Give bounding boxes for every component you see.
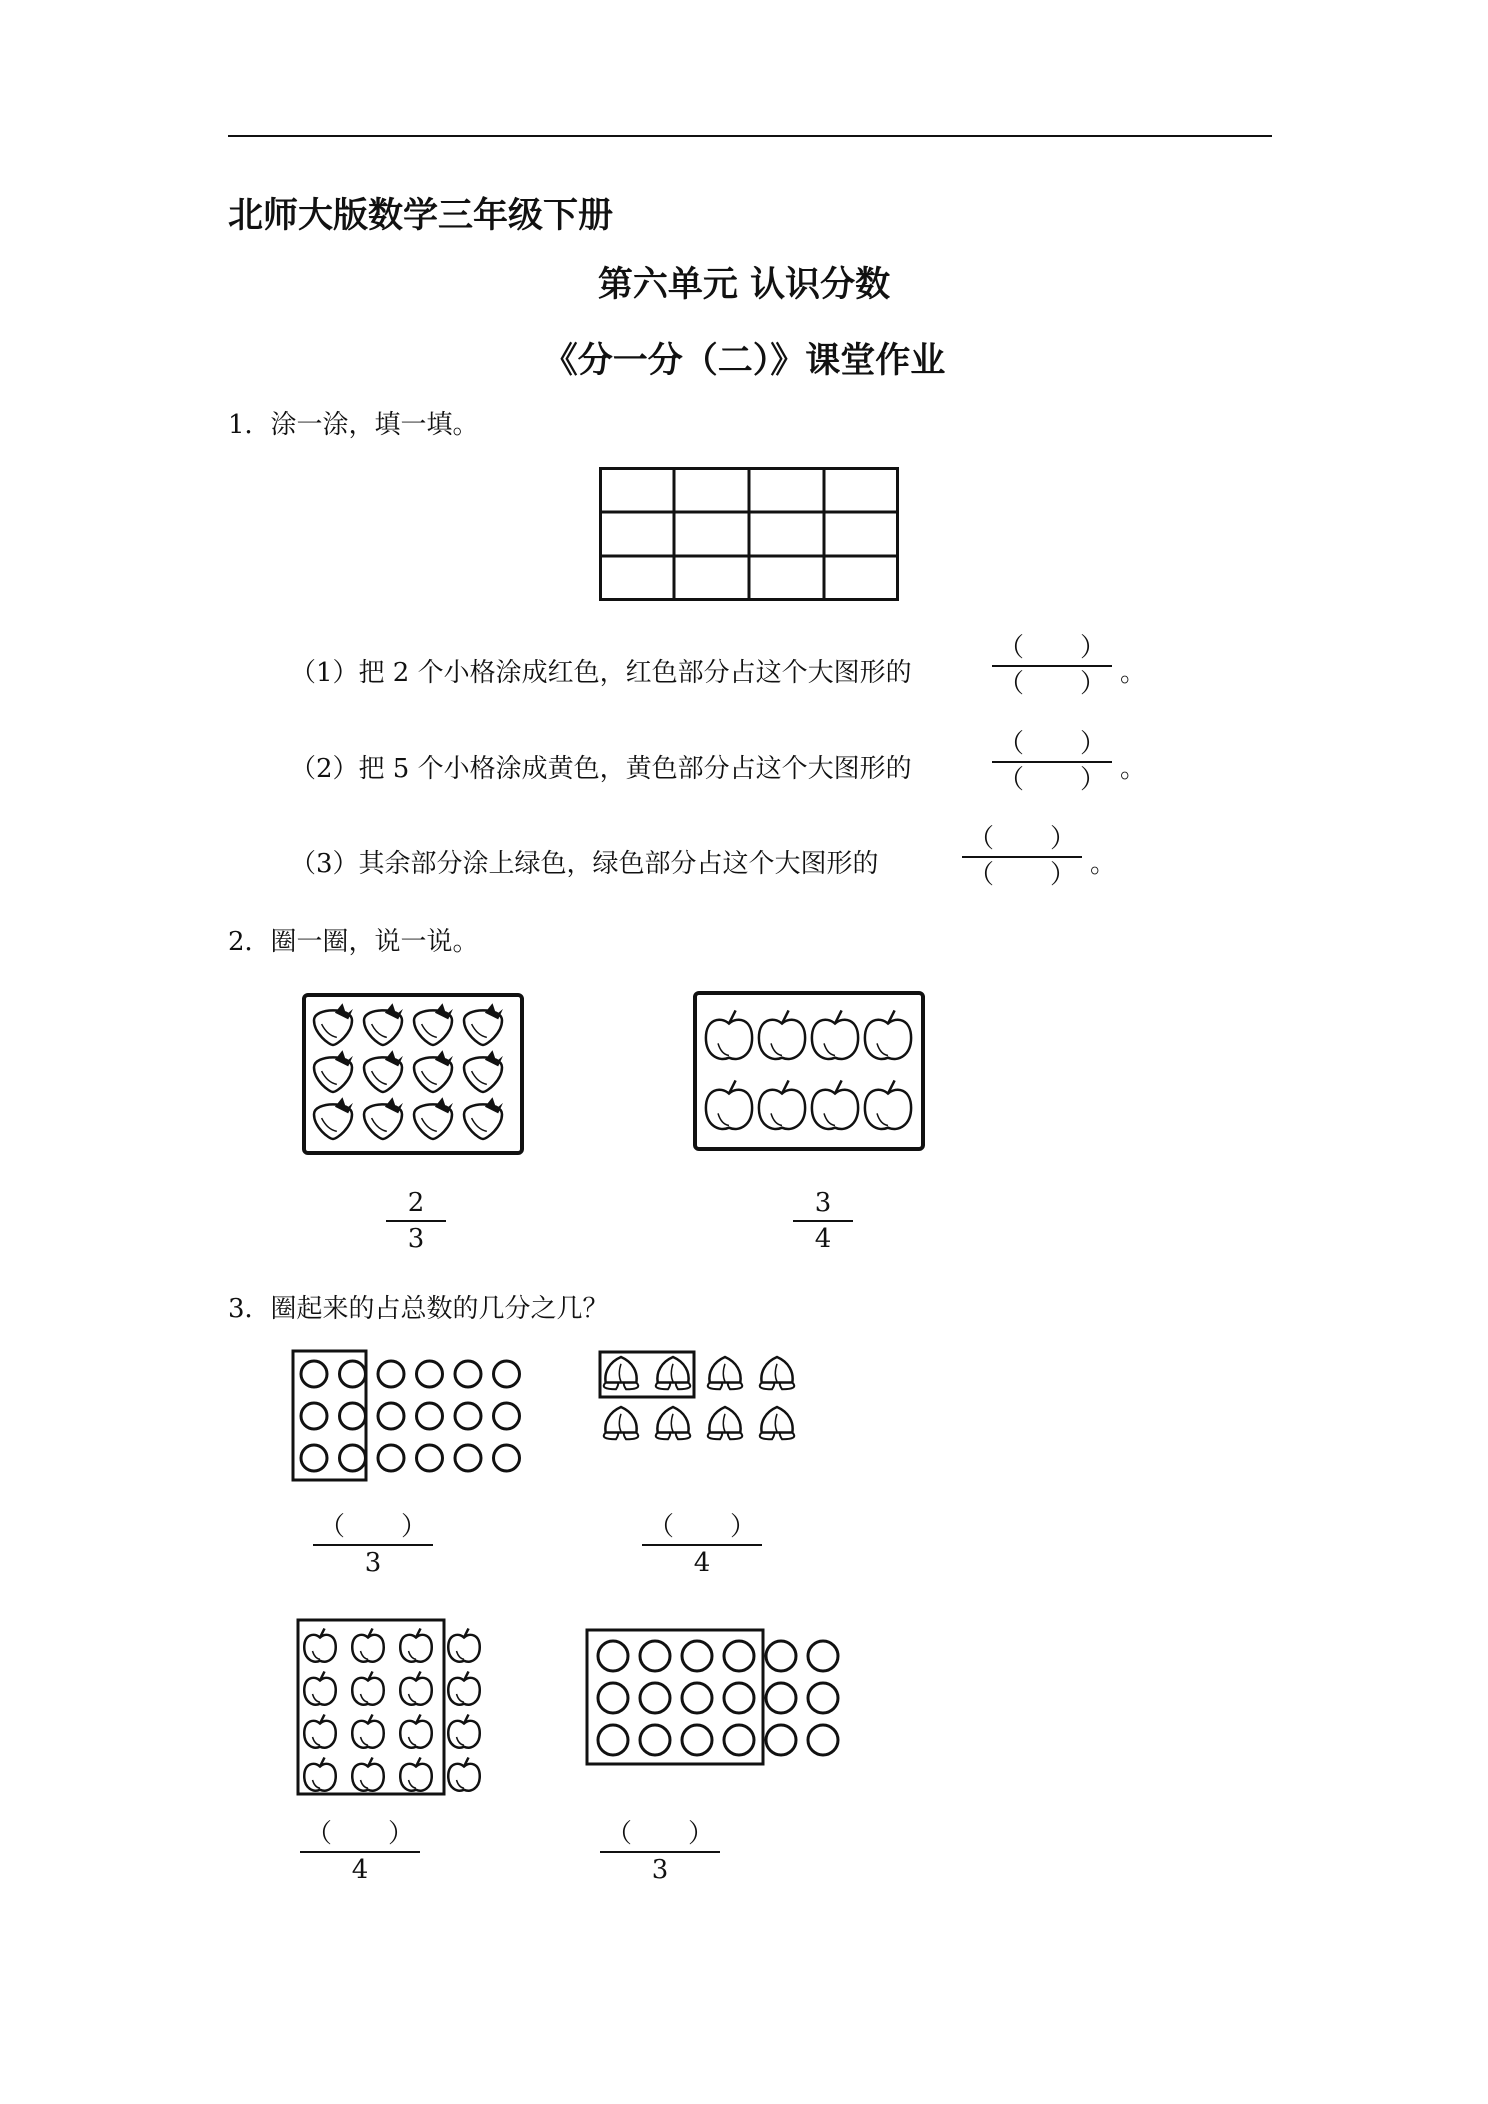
circle-icon — [640, 1641, 670, 1671]
circle-icon — [808, 1683, 838, 1713]
paren-close: ） — [1049, 860, 1076, 890]
q2-apple-panel — [693, 991, 925, 1151]
paren-open: （ — [306, 1819, 333, 1849]
q1-item-3-end: 。 — [1090, 849, 1117, 879]
fraction-bar — [793, 1220, 853, 1222]
circle-icon — [378, 1445, 404, 1471]
q1-item-1-text: （1）把 2 个小格涂成红色，红色部分占这个大图形的 — [290, 658, 912, 688]
circle-icon — [455, 1445, 481, 1471]
q3-item-2-figure — [598, 1350, 818, 1450]
fraction-bar — [992, 665, 1112, 667]
peach-icon — [760, 1407, 794, 1439]
q3-title: 3．圈起来的占总数的几分之几？ — [228, 1294, 609, 1324]
apple-icon — [448, 1715, 480, 1748]
circle-icon — [766, 1683, 796, 1713]
strawberry-icon — [414, 1050, 453, 1092]
circle-icon — [455, 1361, 481, 1387]
q3-item-4-fraction[interactable] — [600, 1819, 720, 1885]
q1-title: 1．涂一涂，填一填。 — [228, 410, 479, 440]
peach-icon — [760, 1357, 794, 1389]
strawberry-icon — [414, 1003, 453, 1045]
q1-item-2-fraction[interactable] — [992, 729, 1112, 795]
apple-icon — [352, 1715, 384, 1748]
apple-icon — [448, 1629, 480, 1662]
apple-icon — [865, 1080, 911, 1129]
circle-icon — [640, 1725, 670, 1755]
paren-open: （ — [648, 1512, 675, 1542]
q2-title: 2．圈一圈，说一说。 — [228, 927, 479, 957]
paren-open: （ — [998, 669, 1025, 699]
strawberry-icon — [414, 1097, 453, 1139]
circle-icon — [378, 1361, 404, 1387]
paren-open: （ — [319, 1512, 346, 1542]
paren-close: ） — [729, 1512, 756, 1542]
apple-icon — [352, 1672, 384, 1705]
fraction-bar — [300, 1851, 420, 1853]
peach-icon — [604, 1407, 638, 1439]
q1-item-2-text: （2）把 5 个小格涂成黄色，黄色部分占这个大图形的 — [290, 754, 912, 784]
q1-item-2-end: 。 — [1120, 754, 1147, 784]
apple-icon — [304, 1715, 336, 1748]
peach-icon — [708, 1357, 742, 1389]
paren-close: ） — [1049, 824, 1076, 854]
circle-icon — [640, 1683, 670, 1713]
q2-strawberry-panel — [302, 993, 524, 1155]
circle-icon — [682, 1683, 712, 1713]
paren-open: （ — [998, 765, 1025, 795]
book-title: 北师大版数学三年级下册 — [228, 196, 614, 236]
paren-close: ） — [1079, 729, 1106, 759]
apple-icon — [304, 1758, 336, 1791]
circle-icon — [598, 1725, 628, 1755]
strawberry-icon — [464, 1097, 503, 1139]
circle-icon — [417, 1445, 443, 1471]
circle-icon — [417, 1361, 443, 1387]
circle-icon — [724, 1641, 754, 1671]
apple-icon — [865, 1010, 911, 1059]
apple-icon — [448, 1672, 480, 1705]
denominator: 3 — [407, 1224, 425, 1254]
fraction-bar — [386, 1220, 446, 1222]
strawberry-icon — [314, 1003, 353, 1045]
apple-icon — [448, 1758, 480, 1791]
fraction-bar — [600, 1851, 720, 1853]
peach-icon — [656, 1357, 690, 1389]
apple-icon — [304, 1672, 336, 1705]
denominator: 4 — [693, 1548, 711, 1578]
apple-icon — [400, 1758, 432, 1791]
apple-icon — [304, 1629, 336, 1662]
q2-fraction-2 — [793, 1188, 853, 1254]
peach-icon — [604, 1357, 638, 1389]
paren-open: （ — [998, 729, 1025, 759]
q1-item-3-fraction[interactable] — [962, 824, 1082, 890]
q2-fraction-1 — [386, 1188, 446, 1254]
apple-icon — [400, 1715, 432, 1748]
denominator: 3 — [651, 1855, 669, 1885]
apple-icon — [400, 1629, 432, 1662]
strawberry-icon — [464, 1003, 503, 1045]
paren-open: （ — [606, 1819, 633, 1849]
apple-icon — [352, 1758, 384, 1791]
circle-icon — [301, 1361, 327, 1387]
circle-icon — [724, 1725, 754, 1755]
strawberry-icon — [364, 1050, 403, 1092]
circle-icon — [766, 1725, 796, 1755]
circle-icon — [301, 1445, 327, 1471]
apple-icon — [759, 1080, 805, 1129]
circle-icon — [417, 1403, 443, 1429]
paren-close: ） — [1079, 669, 1106, 699]
strawberry-icon — [364, 1003, 403, 1045]
circle-icon — [494, 1361, 520, 1387]
selection-box — [587, 1630, 763, 1764]
q1-item-1-end: 。 — [1120, 658, 1147, 688]
q3-item-3-fraction[interactable] — [300, 1819, 420, 1885]
paren-close: ） — [387, 1819, 414, 1849]
apple-icon — [352, 1629, 384, 1662]
circle-icon — [340, 1403, 366, 1429]
q3-item-3-figure — [296, 1618, 496, 1798]
circle-icon — [682, 1641, 712, 1671]
q3-item-4-figure — [585, 1628, 855, 1768]
numerator: 3 — [814, 1188, 832, 1218]
unit-title: 第六单元 认识分数 — [597, 265, 891, 305]
paren-open: （ — [968, 860, 995, 890]
circle-icon — [494, 1403, 520, 1429]
selection-box — [293, 1351, 366, 1480]
apple-icon — [812, 1010, 858, 1059]
circle-icon — [808, 1725, 838, 1755]
q1-grid — [599, 467, 899, 601]
paren-open: （ — [968, 824, 995, 854]
apple-icon — [812, 1080, 858, 1129]
lesson-title: 《分一分（二）》课堂作业 — [542, 341, 946, 381]
fraction-bar — [313, 1544, 433, 1546]
strawberry-icon — [314, 1097, 353, 1139]
circle-icon — [340, 1445, 366, 1471]
circle-icon — [766, 1641, 796, 1671]
denominator: 3 — [364, 1548, 382, 1578]
circle-icon — [301, 1403, 327, 1429]
strawberry-icon — [314, 1050, 353, 1092]
strawberry-icon — [364, 1097, 403, 1139]
paren-open: （ — [998, 633, 1025, 663]
circle-icon — [598, 1683, 628, 1713]
circle-icon — [378, 1403, 404, 1429]
fraction-bar — [642, 1544, 762, 1546]
apple-icon — [759, 1010, 805, 1059]
paren-close: ） — [1079, 633, 1106, 663]
q3-item-1-figure — [290, 1348, 520, 1483]
peach-icon — [656, 1407, 690, 1439]
circle-icon — [724, 1683, 754, 1713]
circle-icon — [494, 1445, 520, 1471]
peach-icon — [708, 1407, 742, 1439]
q3-item-2-fraction[interactable] — [642, 1512, 762, 1578]
denominator: 4 — [814, 1224, 832, 1254]
denominator: 4 — [351, 1855, 369, 1885]
circle-icon — [455, 1403, 481, 1429]
circle-icon — [682, 1725, 712, 1755]
fraction-bar — [992, 761, 1112, 763]
apple-icon — [706, 1010, 752, 1059]
strawberry-icon — [464, 1050, 503, 1092]
circle-icon — [808, 1641, 838, 1671]
apple-icon — [706, 1080, 752, 1129]
q1-item-1-fraction[interactable] — [992, 633, 1112, 699]
apple-icon — [400, 1672, 432, 1705]
fraction-bar — [962, 856, 1082, 858]
header-rule — [228, 135, 1272, 137]
circle-icon — [598, 1641, 628, 1671]
paren-close: ） — [400, 1512, 427, 1542]
numerator: 2 — [407, 1188, 425, 1218]
circle-icon — [340, 1361, 366, 1387]
paren-close: ） — [1079, 765, 1106, 795]
paren-close: ） — [687, 1819, 714, 1849]
q3-item-1-fraction[interactable] — [313, 1512, 433, 1578]
q1-item-3-text: （3）其余部分涂上绿色，绿色部分占这个大图形的 — [290, 849, 879, 879]
